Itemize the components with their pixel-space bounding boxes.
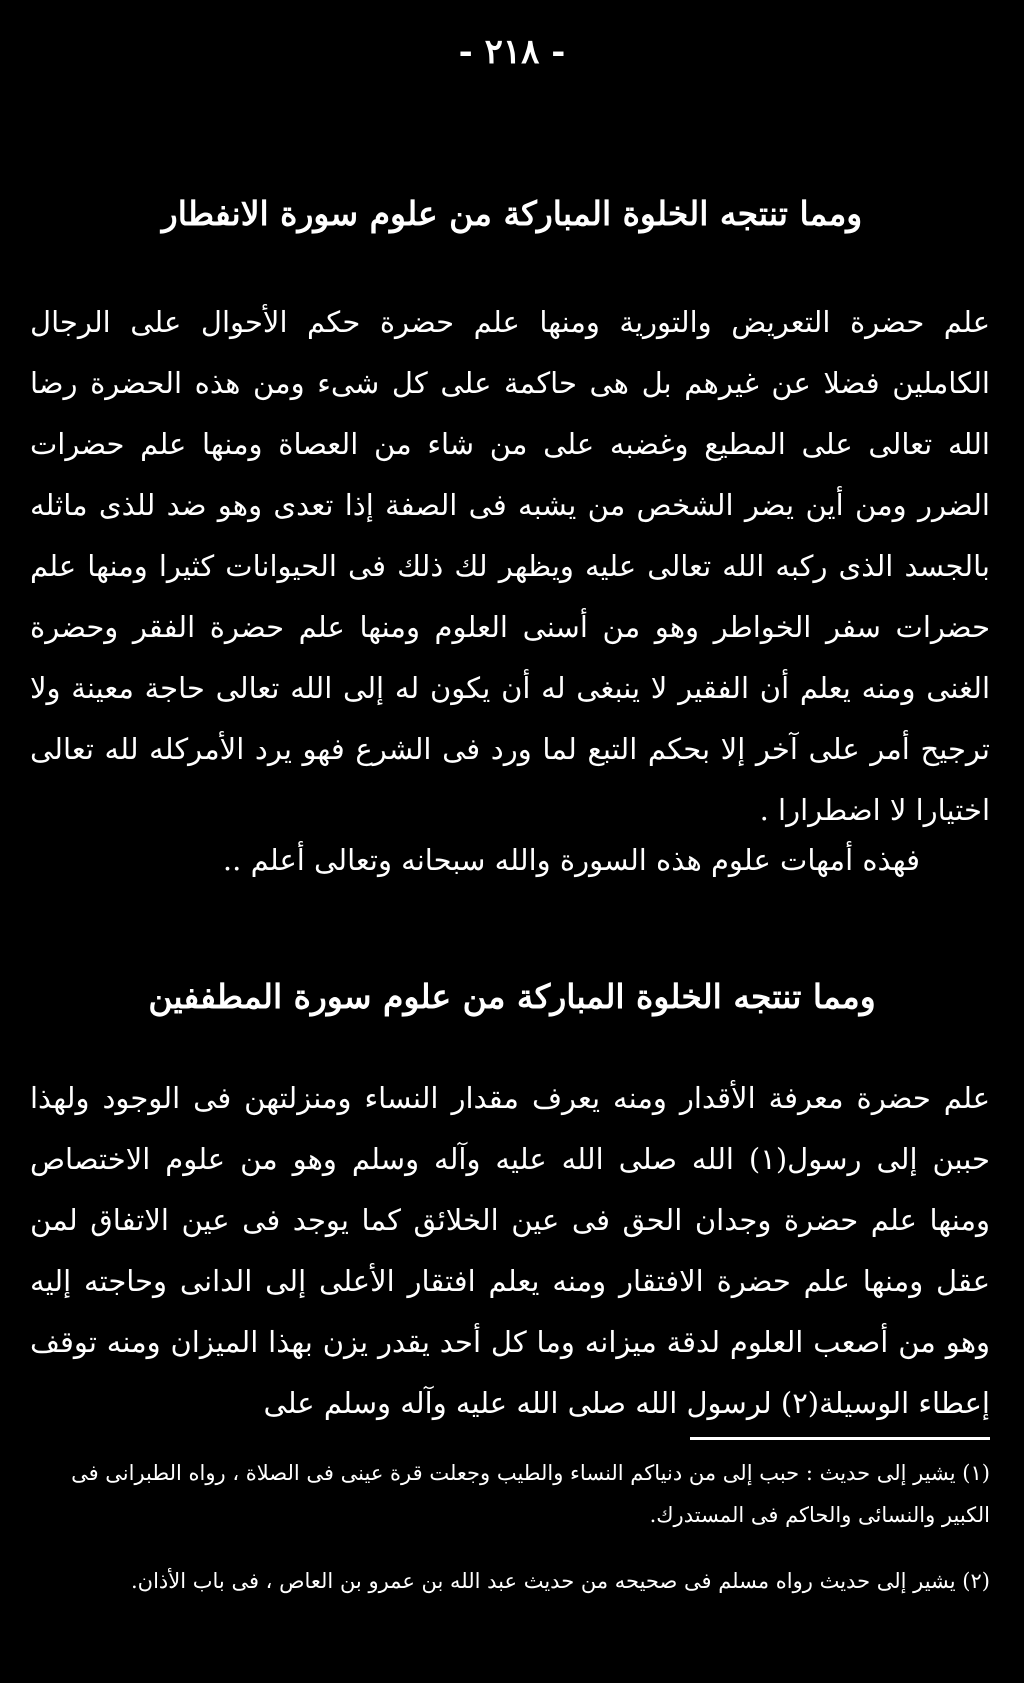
section-body-mutaffifin: علم حضرة معرفة الأقدار ومنه يعرف مقدار النساء ومنزلتهن فى الوجود ولهذا حببن إلى رسول(١) الله صلى الله عليه وآله وسلم وهو من علوم الاختصاص ومنها علم حضرة وجدان الحق فى عين الخلائق كما يوجد فى عين الاتفاق لمن عقل ومنها علم حضرة الافتقار ومنه يعلم افتقار الأعلى إلى الدانى وحاجته إليه وهو من أصعب العلوم لدقة ميزانه وما كل أحد يقدر يزن بهذا الميزان ومنه توقف إعطاء الوسيلة(٢) لرسول الله صلى الله عليه وآله وسلم على <box>30 1081 990 1420</box>
section-body-infitar: علم حضرة التعريض والتورية ومنها علم حضرة حكم الأحوال على الرجال الكاملين فضلا عن غيرهم بل هى حاكمة على كل شىء ومن هذه الحضرة رضا الله تعالى على المطيع وغضبه على من شاء من العصاة ومنها علم حضرات الضرر ومن أين يضر الشخص من يشبه فى الصفة إذا تعدى وهو ضد للذى ماثله بالجسد الذى ركبه الله تعالى عليه ويظهر لك ذلك فى الحيوانات كثيرا ومنها علم حضرات سفر الخواطر وهو من أسنى العلوم ومنها علم حضرة الفقر وحضرة الغنى ومنه يعلم أن الفقير لا ينبغى له أن يكون له إلى الله تعالى حاجة معينة ولا ترجيح أمر على آخر إلا بحكم التبع لما ورد فى الشرع فهو يرد الأمركله لله تعالى اختيارا لا اضطرارا . <box>30 305 990 827</box>
footnote-2: (٢) يشير إلى حديث رواه مسلم فى صحيحه من حديث عبد الله بن عمرو بن العاص ، فى باب الأذان. <box>130 1569 990 1593</box>
page-number: - ٢١٨ - <box>458 32 566 72</box>
section-heading-mutaffifin: ومما تنتجه الخلوة المباركة من علوم سورة المطففين <box>148 977 876 1016</box>
footnote-divider <box>690 1437 990 1440</box>
section-heading-infitar: ومما تنتجه الخلوة المباركة من علوم سورة الانفطار <box>161 194 863 233</box>
footnote-1: (١) يشير إلى حديث : حبب إلى من دنياكم النساء والطيب وجعلت قرة عينى فى الصلاة ، رواه الطبرانى فى الكبير والنسائى والحاكم فى المستدرك. <box>71 1461 990 1527</box>
section-closing-line: فهذه أمهات علوم هذه السورة والله سبحانه وتعالى أعلم .. <box>222 843 920 877</box>
